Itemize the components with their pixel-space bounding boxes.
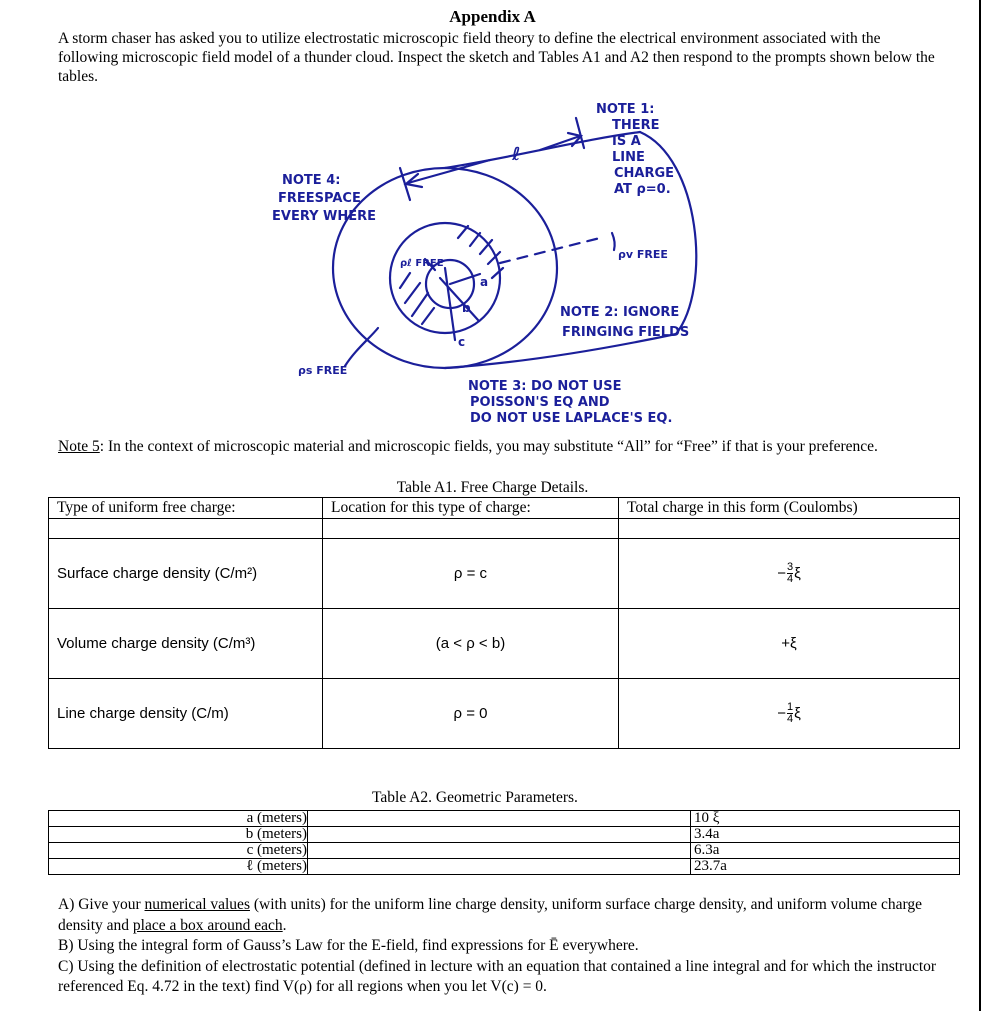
a-label: a xyxy=(480,275,489,289)
surface-label: ρs FREE xyxy=(298,364,348,377)
note5-paragraph xyxy=(58,437,938,457)
note1-line3: IS A xyxy=(612,134,641,149)
header-type: Type of uniform free charge: xyxy=(49,498,323,519)
table-row xyxy=(49,679,960,749)
header-total: Total charge in this form (Coulombs) xyxy=(619,498,960,519)
note4-line2: FREESPACE xyxy=(278,191,361,206)
row-location: (a < ρ < b) xyxy=(323,609,619,679)
line-charge-pointer xyxy=(612,233,615,250)
intro-paragraph: A storm chaser has asked you to utilize electrostatic microscopic field theory to define the electrical environment associated with the following microscopic field model of a thunder cloud. Inspect the sketch and Tables A1 and A2 then respond to the prompts shown below the tables. xyxy=(58,30,935,85)
radius-a-line xyxy=(450,274,480,284)
row-total: + ξ xyxy=(619,609,960,679)
param-name: c (meters) xyxy=(49,843,308,859)
note3-line1: NOTE 3: DO NOT USE xyxy=(468,379,622,394)
geometry-table xyxy=(48,810,960,875)
param-value: 6.3a xyxy=(691,843,960,859)
b-label: b xyxy=(462,301,471,315)
radius-c-line xyxy=(445,268,455,340)
note4-line3: EVERY WHERE xyxy=(272,209,377,224)
note3-line3: DO NOT USE LAPLACE'S EQ. xyxy=(470,411,673,426)
cloud-sketch xyxy=(0,88,985,433)
note1-line5: CHARGE xyxy=(614,166,675,181)
param-name: b (meters) xyxy=(49,827,308,843)
row-location: ρ = 0 xyxy=(323,679,619,749)
axis-dashed-line xyxy=(500,238,600,263)
volume-label: ρv FREE xyxy=(618,248,668,261)
param-value: 23.7a xyxy=(691,859,960,875)
question-c: C) Using the definition of electrostatic potential (defined in lecture with an equation that contained a line integral and for which the instructor referenced Eq. 4.72 in the text) find V(ρ) for all regions when you let V(c) = 0. xyxy=(58,957,937,995)
param-name: ℓ (meters) xyxy=(49,859,308,875)
note1-line2: THERE xyxy=(612,118,660,133)
param-name: a (meters) xyxy=(49,811,308,827)
table-row xyxy=(49,827,960,843)
table-row xyxy=(49,609,960,679)
table2-caption: Table A2. Geometric Parameters. xyxy=(372,789,578,806)
note5-lead: Note 5 xyxy=(58,438,100,455)
table-row xyxy=(49,859,960,875)
questions xyxy=(58,895,938,998)
note2-line2: FRINGING FIELDS xyxy=(562,325,690,340)
inner-label: ρℓ FREE xyxy=(400,258,444,269)
param-value: 3.4a xyxy=(691,827,960,843)
header-location: Location for this type of charge: xyxy=(323,498,619,519)
table-row xyxy=(49,539,960,609)
page-title: Appendix A xyxy=(449,7,536,26)
table-header-row xyxy=(49,498,960,519)
table-row xyxy=(49,811,960,827)
cylinder-back-face xyxy=(640,132,696,334)
row-type: Volume charge density (C/m³) xyxy=(49,609,323,679)
c-label: c xyxy=(458,335,466,349)
note1-line4: LINE xyxy=(612,150,645,165)
table-row xyxy=(49,843,960,859)
row-total: − $\frac{3}{4}$ ξ xyxy=(619,539,960,609)
length-label: ℓ xyxy=(512,144,521,165)
note3-line2: POISSON'S EQ AND xyxy=(470,395,610,410)
row-type: Line charge density (C/m) xyxy=(49,679,323,749)
radius-b-line xyxy=(440,278,478,320)
note1-line1: NOTE 1: xyxy=(596,102,655,117)
question-a: A) Give your numerical values (with units) for the uniform line charge density, uniform surface charge density, and uniform volume charge density and place a box around each. xyxy=(58,896,923,934)
param-value: 10 ξ xyxy=(691,811,960,827)
charge-details-table xyxy=(48,497,960,749)
note1-line6: AT ρ=0. xyxy=(614,182,671,197)
table1-caption: Table A1. Free Charge Details. xyxy=(396,479,589,496)
row-type: Surface charge density (C/m²) xyxy=(49,539,323,609)
row-total: − $\frac{1}{4}$ ξ xyxy=(619,679,960,749)
note4-line1: NOTE 4: xyxy=(282,173,341,188)
question-b: B) Using the integral form of Gauss’s Law for the E-field, find expressions for Ē everywhere. xyxy=(58,937,639,954)
note2-line1: NOTE 2: IGNORE xyxy=(560,305,680,320)
spacer-row xyxy=(49,519,960,539)
note5-text: : In the context of microscopic material and microscopic fields, you may substitute “All” for “Free” if that is your preference. xyxy=(99,438,878,455)
row-location: ρ = c xyxy=(323,539,619,609)
